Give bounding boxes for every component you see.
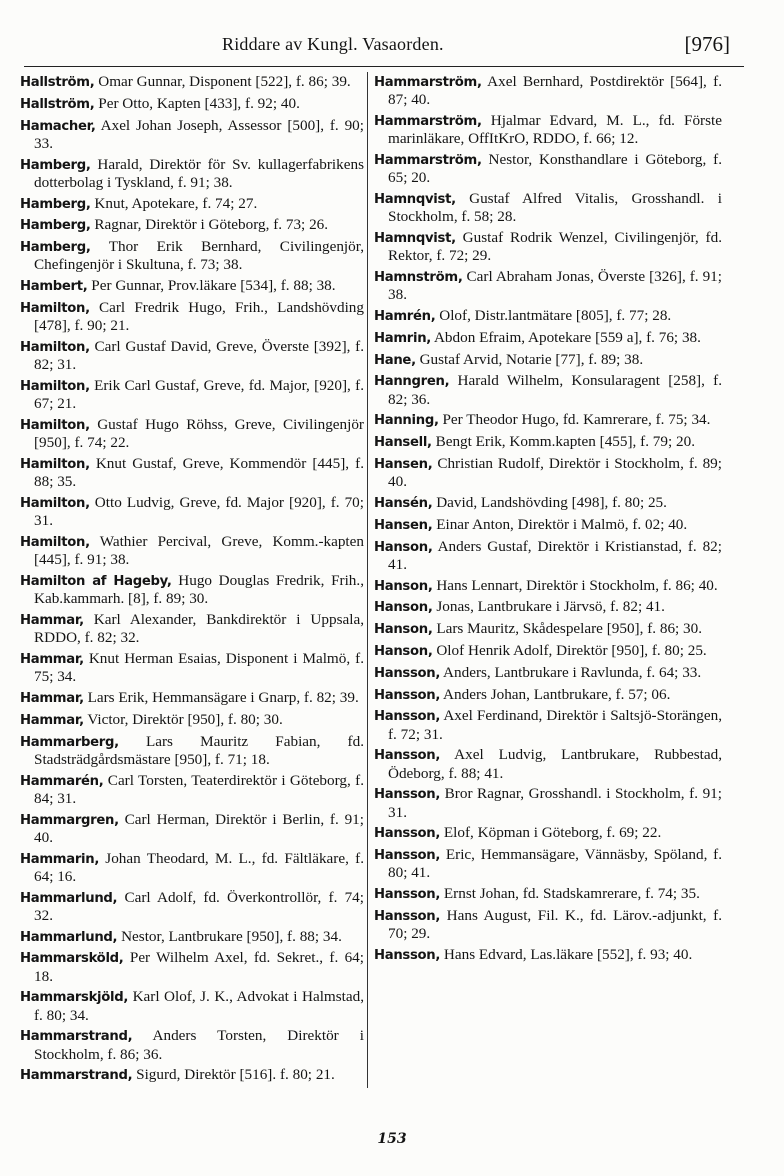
entry-detail: Abdon Efraim, Apotekare [559 a], f. 76; 38. <box>431 328 701 346</box>
entry-detail: Hans Lennart, Direktör i Stockholm, f. 86; 40. <box>432 576 718 594</box>
entry-name: Hansen, <box>374 456 433 472</box>
entry-detail: Carl Herman, Direktör i Berlin, f. 91; 40. <box>34 810 364 846</box>
list-item <box>20 338 364 373</box>
list-item <box>20 811 364 846</box>
entry-detail: Axel Ludvig, Lantbrukare, Rubbestad, Ödeborg, f. 88; 41. <box>388 746 722 782</box>
entry-name: Hansson, <box>374 887 441 903</box>
list-item <box>374 664 722 682</box>
entry-name: Hammarström, <box>374 153 482 168</box>
list-item <box>374 455 722 490</box>
entry-detail: Axel Ferdinand, Direktör i Saltsjö-Storängen, f. 72; 31. <box>388 707 722 743</box>
entry-name: Hansén, <box>374 495 433 511</box>
entry-detail: Omar Gunnar, Disponent [522], f. 86; 39. <box>94 73 351 90</box>
list-item <box>374 686 722 704</box>
entry-detail: Anders, Lantbrukare i Ravlunda, f. 64; 33. <box>440 663 702 681</box>
entry-name: Hansson, <box>374 947 441 963</box>
entry-detail: Carl Torsten, Teaterdirektör i Göteborg, f. 84; 31. <box>34 771 364 807</box>
list-item <box>20 1027 364 1062</box>
entry-detail: Bror Ragnar, Grosshandl. i Stockholm, f. 91; 31. <box>388 785 722 821</box>
list-item <box>374 329 722 347</box>
list-item <box>20 95 364 113</box>
entry-name: Hamilton, <box>20 339 90 355</box>
entry-name: Hamacher, <box>20 118 96 134</box>
entry-name: Hanning, <box>374 413 439 429</box>
entry-detail: Jonas, Lantbrukare i Järvsö, f. 82; 41. <box>432 598 665 616</box>
entry-detail: Knut, Apotekare, f. 74; 27. <box>90 194 258 212</box>
entry-detail: Nestor, Lantbrukare [950], f. 88; 34. <box>117 927 342 945</box>
page-header <box>0 34 784 64</box>
entry-name: Hamilton, <box>20 378 90 394</box>
entry-detail: Elof, Köpman i Göteborg, f. 69; 22. <box>440 824 662 842</box>
entry-name: Hambert, <box>20 279 88 295</box>
entry-detail: Gustaf Arvid, Notarie [77], f. 89; 38. <box>415 350 644 368</box>
entry-name: Hammarsköld, <box>20 951 124 967</box>
entry-name: Hamberg, <box>20 218 91 234</box>
list-item <box>20 377 364 412</box>
entry-detail: Per Otto, Kapten [433], f. 92; 40. <box>94 94 300 112</box>
entry-detail: Eric, Hemmansägare, Vännäsby, Spöland, f. 80; 41. <box>388 846 722 882</box>
entry-detail: Carl Gustaf David, Greve, Överste [392], f. 82; 31. <box>34 337 364 374</box>
list-item <box>20 611 364 646</box>
entry-detail: Olof Henrik Adolf, Direktör [950], f. 80; 25. <box>432 641 707 659</box>
entry-detail: Einar Anton, Direktör i Malmö, f. 02; 40. <box>432 515 688 533</box>
list-item <box>20 733 364 768</box>
folio-number: 153 <box>377 1131 407 1147</box>
list-item <box>20 949 364 984</box>
entry-detail: Nestor, Konsthandlare i Göteborg, f. 65; 20. <box>388 151 722 187</box>
entry-name: Hamnqvist, <box>374 192 456 207</box>
entry-name: Hansson, <box>374 709 441 725</box>
entry-name: Hallström, <box>20 96 95 112</box>
list-item <box>20 277 364 295</box>
entry-detail: Karl Alexander, Bankdirektör i Uppsala, RDDO, f. 82; 32. <box>34 610 364 647</box>
list-item <box>374 433 722 451</box>
entry-name: Hamilton, <box>20 534 90 550</box>
entry-name: Hansson, <box>374 748 441 764</box>
list-item <box>374 112 722 147</box>
entry-detail: Johan Theodard, M. L., fd. Fältläkare, f. 64; 16. <box>34 849 364 885</box>
entry-detail: Ragnar, Direktör i Göteborg, f. 73; 26. <box>90 216 329 234</box>
entry-name: Hammarström, <box>374 114 482 129</box>
running-title: Riddare av Kungl. Vasaorden. <box>222 34 444 54</box>
list-item <box>374 946 722 964</box>
entry-detail: Carl Adolf, fd. Överkontrollör, f. 74; 32. <box>34 888 364 924</box>
list-item <box>374 494 722 512</box>
entry-name: Hanson, <box>374 539 433 555</box>
entry-detail: Axel Johan Joseph, Assessor [500], f. 90; 33. <box>34 116 364 152</box>
entry-name: Hammarlund, <box>20 929 118 945</box>
list-item <box>20 195 364 213</box>
list-item <box>20 928 364 946</box>
entry-name: Hamilton, <box>20 300 90 316</box>
entry-name: Hansen, <box>374 517 433 533</box>
entry-detail: Victor, Direktör [950], f. 80; 30. <box>83 710 283 728</box>
list-item <box>374 620 722 638</box>
entry-detail: Karl Olof, J. K., Advokat i Halmstad, f. 80; 34. <box>34 988 364 1024</box>
list-item <box>374 577 722 595</box>
right-column <box>374 73 722 968</box>
entry-name: Hammargren, <box>20 812 119 828</box>
entry-detail: Gustaf Alfred Vitalis, Grosshandl. i Stockholm, f. 58; 28. <box>388 190 722 226</box>
entry-name: Hane, <box>374 352 416 368</box>
entry-detail: Sigurd, Direktör [516]. f. 80; 21. <box>132 1066 335 1084</box>
entry-name: Hamilton, <box>20 456 90 472</box>
entry-name: Hamilton, <box>20 417 90 433</box>
list-item <box>374 707 722 742</box>
list-item <box>374 307 722 325</box>
list-item <box>374 746 722 781</box>
entry-name: Hamilton, <box>20 495 90 511</box>
entry-detail: Lars Erik, Hemmansägare i Gnarp, f. 82; 39. <box>83 688 359 706</box>
entry-detail: Lars Mauritz, Skådespelare [950], f. 86; 30. <box>432 620 703 638</box>
list-item <box>20 988 364 1023</box>
entry-detail: Per Gunnar, Prov.läkare [534], f. 88; 38. <box>87 277 336 295</box>
entry-detail: Hjalmar Edvard, M. L., fd. Förste marinläkare, OffItKrO, RDDO, f. 66; 12. <box>388 112 722 148</box>
entry-name: Hamberg, <box>20 240 91 256</box>
entry-name: Hamberg, <box>20 196 91 212</box>
entry-name: Hammarlund, <box>20 890 118 906</box>
list-item <box>374 351 722 369</box>
entry-name: Hansson, <box>374 848 441 864</box>
entry-name: Hansson, <box>374 787 441 803</box>
entry-name: Hansell, <box>374 435 432 451</box>
entry-detail: Per Wilhelm Axel, fd. Sekret., f. 64; 18. <box>34 949 364 985</box>
entry-detail: Wathier Percival, Greve, Komm.-kapten [445], f. 91; 38. <box>34 532 364 569</box>
left-column <box>20 73 364 1088</box>
list-item <box>20 772 364 807</box>
entry-name: Hammarström, <box>374 75 482 90</box>
entry-name: Hammar, <box>20 612 84 628</box>
list-item <box>20 455 364 490</box>
entry-name: Hamnqvist, <box>374 231 456 246</box>
list-item <box>20 238 364 273</box>
list-item <box>374 190 722 225</box>
list-item <box>374 268 722 303</box>
list-item <box>374 846 722 881</box>
entry-name: Hammarstrand, <box>20 1068 133 1084</box>
list-item <box>20 73 364 91</box>
list-item <box>374 229 722 264</box>
entry-name: Hammar, <box>20 712 84 728</box>
entry-name: Hanson, <box>374 643 433 659</box>
header-rule <box>24 66 744 67</box>
entry-detail: Ernst Johan, fd. Stadskamrerare, f. 74; 35. <box>440 885 700 903</box>
entry-detail: Anders Gustaf, Direktör i Kristianstad, f. 82; 41. <box>388 537 722 573</box>
list-item <box>20 117 364 152</box>
entry-detail: Harald Wilhelm, Konsularagent [258], f. 82; 36. <box>388 372 722 408</box>
entry-name: Hamberg, <box>20 157 91 173</box>
entry-detail: Hans Edvard, Las.läkare [552], f. 93; 40. <box>440 945 693 963</box>
entry-name: Hansson, <box>374 908 441 924</box>
list-item <box>374 516 722 534</box>
list-item <box>374 642 722 660</box>
list-item <box>374 785 722 820</box>
list-item <box>374 907 722 942</box>
entry-detail: Hugo Douglas Fredrik, Frih., Kab.kammarh. [8], f. 89; 30. <box>34 571 364 608</box>
entry-name: Hammar, <box>20 651 84 667</box>
entry-detail: Otto Ludvig, Greve, fd. Major [920], f. 70; 31. <box>34 493 364 530</box>
list-item <box>20 156 364 191</box>
entry-detail: Bengt Erik, Komm.kapten [455], f. 79; 20. <box>431 433 695 451</box>
list-item <box>20 1066 364 1084</box>
entry-name: Hammarén, <box>20 773 104 789</box>
entry-name: Hamilton af Hageby, <box>20 573 172 589</box>
entry-detail: Anders Torsten, Direktör i Stockholm, f. 86; 36. <box>34 1027 364 1063</box>
entry-detail: David, Landshövding [498], f. 80; 25. <box>432 493 667 511</box>
list-item <box>374 824 722 842</box>
entry-name: Hamrin, <box>374 330 431 346</box>
entry-name: Hammarberg, <box>20 734 119 750</box>
entry-detail: Hans August, Fil. K., fd. Lärov.-adjunkt, f. 70; 29. <box>388 906 722 943</box>
entry-detail: Christian Rudolf, Direktör i Stockholm, f. 89; 40. <box>388 454 722 491</box>
entry-detail: Anders Johan, Lantbrukare, f. 57; 06. <box>440 685 671 703</box>
entry-detail: Olof, Distr.lantmätare [805], f. 77; 28. <box>435 307 672 324</box>
list-item <box>374 885 722 903</box>
column-divider <box>367 72 368 1088</box>
list-item <box>374 538 722 573</box>
entry-detail: Knut Herman Esaias, Disponent i Malmö, f. 75; 34. <box>34 649 364 686</box>
list-item <box>20 711 364 729</box>
entry-name: Hanson, <box>374 578 433 594</box>
entry-name: Hansson, <box>374 687 441 703</box>
page-number: [976] <box>684 32 730 56</box>
entry-name: Hammarstrand, <box>20 1029 133 1045</box>
entry-name: Hanson, <box>374 600 433 616</box>
entry-name: Hanngren, <box>374 374 450 390</box>
list-item <box>374 598 722 616</box>
entry-name: Hammarskjöld, <box>20 990 129 1006</box>
list-item <box>20 299 364 334</box>
list-item <box>20 533 364 568</box>
entry-detail: Harald, Direktör för Sv. kullagerfabrikens dotterbolag i Tyskland, f. 91; 38. <box>34 155 364 191</box>
entry-detail: Gustaf Rodrik Wenzel, Civilingenjör, fd. Rektor, f. 72; 29. <box>388 229 722 265</box>
list-item <box>20 850 364 885</box>
entry-detail: Gustaf Hugo Röhss, Greve, Civilingenjör [950], f. 74; 22. <box>34 415 364 452</box>
list-item <box>374 372 722 407</box>
entry-name: Hamnström, <box>374 270 463 285</box>
list-item <box>374 411 722 429</box>
entry-detail: Erik Carl Gustaf, Greve, fd. Major, [920], f. 67; 21. <box>34 376 364 413</box>
list-item <box>374 73 722 108</box>
entry-name: Hammarin, <box>20 851 100 867</box>
list-item <box>20 689 364 707</box>
list-item <box>20 416 364 451</box>
list-item <box>20 572 364 607</box>
entry-name: Hanson, <box>374 622 433 638</box>
list-item <box>20 494 364 529</box>
entry-name: Hamrén, <box>374 309 436 324</box>
list-item <box>374 151 722 186</box>
list-item <box>20 650 364 685</box>
entry-detail: Axel Bernhard, Postdirektör [564], f. 87; 40. <box>388 73 722 109</box>
entry-detail: Carl Abraham Jonas, Överste [326], f. 91; 38. <box>388 268 722 304</box>
entry-detail: Carl Fredrik Hugo, Frih., Landshövding [478], f. 90; 21. <box>34 298 364 335</box>
entry-detail: Per Theodor Hugo, fd. Kamrerare, f. 75; 34. <box>438 411 711 429</box>
entry-detail: Lars Mauritz Fabian, fd. Stadsträdgårdsmästare [950], f. 71; 18. <box>34 732 364 768</box>
list-item <box>20 889 364 924</box>
list-item <box>20 216 364 234</box>
entry-detail: Thor Erik Bernhard, Civilingenjör, Chefingenjör i Skultuna, f. 73; 38. <box>34 238 364 274</box>
entry-name: Hansson, <box>374 826 441 842</box>
entry-name: Hansson, <box>374 665 441 681</box>
entry-name: Hammar, <box>20 690 84 706</box>
entry-detail: Knut Gustaf, Greve, Kommendör [445], f. 88; 35. <box>34 454 364 491</box>
entry-name: Hallström, <box>20 75 95 90</box>
